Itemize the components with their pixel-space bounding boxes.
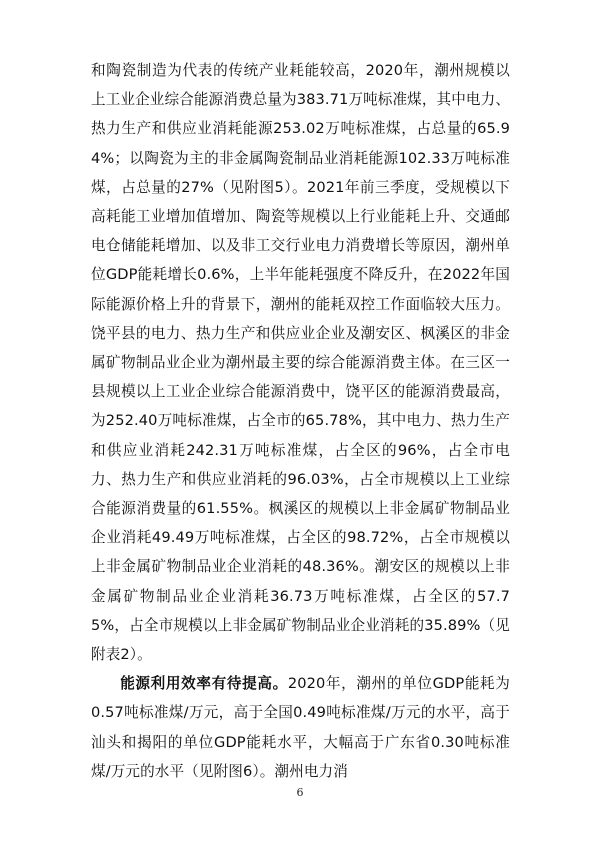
paragraph-text: 和陶瓷制造为代表的传统产业耗能较高，2020年，潮州规模以上工业企业综合能源消费总量为383.71万吨标准煤，其中电力、热力生产和供应业消耗能源253.02万吨标准煤，占总量的65.94%；以陶瓷为主的非金属陶瓷制品业消耗能源102.33万吨标准煤，占总量的27%（见附图5）。2021年前三季度，受规模以下高耗能工业增加值增加、陶瓷等规模以上行业能耗上升、交通邮电仓储能耗增加、以及非工交行业电力消费增长等原因，潮州单位GDP能耗增长0.6%，上半年能耗强度不降反升，在2022年国际能源价格上升的背景下，潮州的能耗双控工作面临较大压力。饶平县的电力、热力生产和供应业企业及潮安区、枫溪区的非金属矿物制品业企业为潮州最主要的综合能源消费主体。在三区一县规模以上工业企业综合能源消费中，饶平区的能源消费最高，为252.40万吨标准煤，占全市的65.78%，其中电力、热力生产和供应业消耗242.31万吨标准煤，占全区的96%，占全市电力、热力生产和供应业消耗的96.03%，占全市规模以上工业综合能源消费量的61.55%。枫溪区的规模以上非金属矿物制品业企业消耗49.49万吨标准煤，占全区的98.72%，占全市规模以上非金属矿物制品业企业消耗的48.36%。潮安区的规模以上非金属矿物制品业企业消耗36.73万吨标准煤，占全区的57.75%，占全市规模以上非金属矿物制品业企业消耗的35.89%（见附表2）。 bbox=[91, 62, 511, 664]
paragraph-energy-consumption bbox=[91, 56, 510, 669]
paragraph-lead-heading: 能源利用效率有待提高。 bbox=[120, 675, 288, 693]
paragraph-text: 2020年，潮州的单位GDP能耗为0.57吨标准煤/万元，高于全国0.49吨标准煤/万元的水平，高于汕头和揭阳的单位GDP能耗水平，大幅高于广东省0.30吨标准煤/万元的水平（见附图6）。潮州电力消 bbox=[91, 675, 510, 780]
page-number: 6 bbox=[296, 786, 304, 799]
paragraph-energy-efficiency bbox=[91, 669, 510, 786]
document-body bbox=[91, 56, 510, 786]
